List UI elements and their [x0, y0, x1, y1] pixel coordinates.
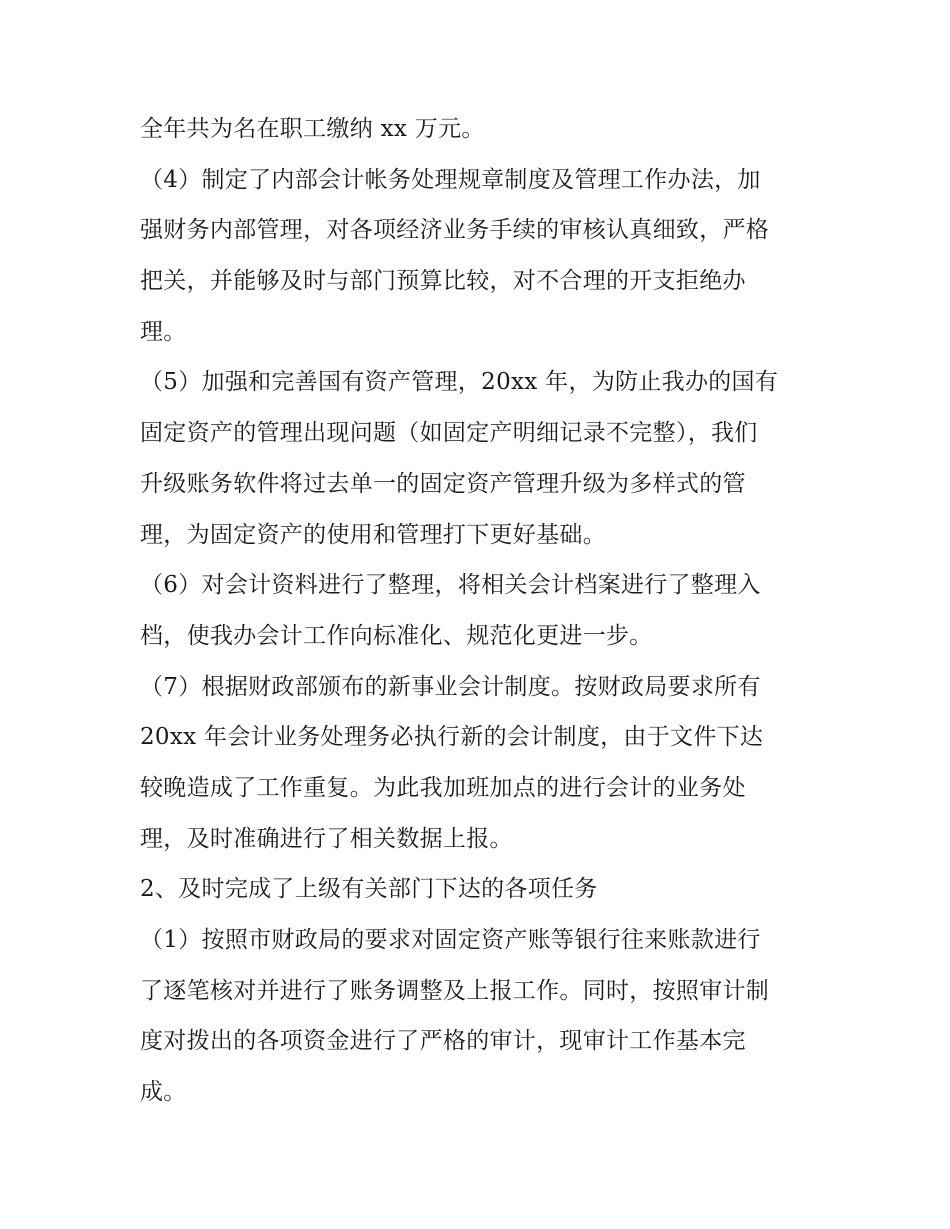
- text-line: 成。: [140, 1079, 187, 1106]
- section-heading: 2、及时完成了上级有关部门下达的各项任务: [140, 876, 598, 903]
- text-line: 度对拨出的各项资金进行了严格的审计，现审计工作基本完: [140, 1028, 746, 1055]
- text-line: 档，使我办会计工作向标准化、规范化更进一步。: [140, 622, 653, 649]
- text-line: 理，及时准确进行了相关数据上报。: [140, 825, 513, 852]
- text-line: 理。: [140, 318, 187, 345]
- text-line: 全年共为名在职工缴纳 xx 万元。: [140, 116, 485, 142]
- text-line: 较晚造成了工作重复。为此我加班加点的进行会计的业务处: [140, 774, 746, 801]
- body-text: [140, 104, 830, 1118]
- text-line: 固定资产的管理出现问题（如固定产明细记录不完整），我们: [140, 420, 758, 447]
- text-line: 理，为固定资产的使用和管理打下更好基础。: [140, 521, 606, 548]
- text-line: （4）制定了内部会计帐务处理规章制度及管理工作办法，加: [140, 166, 761, 193]
- text-line: 20xx 年会计业务处理务必执行新的会计制度，由于文件下达: [140, 724, 764, 751]
- text-line: （7）根据财政部颁布的新事业会计制度。按财政局要求所有: [140, 673, 761, 700]
- text-line: （6）对会计资料进行了整理，将相关会计档案进行了整理入: [140, 572, 761, 599]
- text-line: 升级账务软件将过去单一的固定资产管理升级为多样式的管: [140, 470, 746, 497]
- text-line: 了逐笔核对并进行了账务调整及上报工作。同时，按照审计制: [140, 977, 770, 1004]
- text-line: （1）按照市财政局的要求对固定资产账等银行往来账款进行: [140, 927, 761, 953]
- text-line: （5）加强和完善国有资产管理，20xx 年，为防止我办的国有: [140, 369, 779, 396]
- text-line: 强财务内部管理，对各项经济业务手续的审核认真细致，严格: [140, 217, 770, 244]
- text-line: 把关，并能够及时与部门预算比较，对不合理的开支拒绝办: [140, 268, 746, 295]
